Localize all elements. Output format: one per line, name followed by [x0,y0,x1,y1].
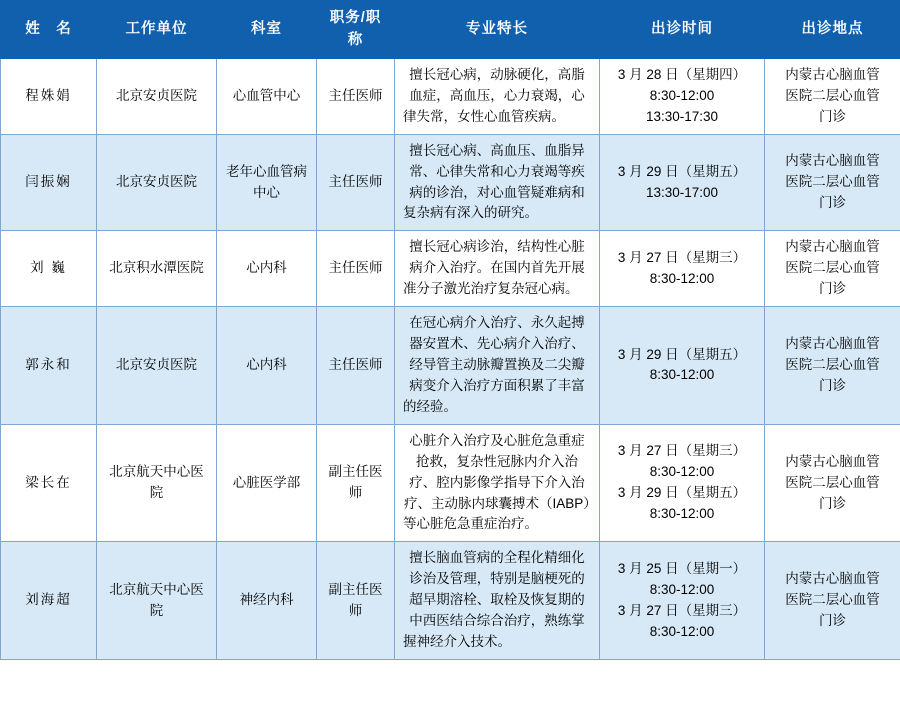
place-line: 医院二层心血管 [785,592,880,608]
cell-time [600,424,765,542]
table-header [1,1,900,59]
cell-department: 心脏医学部 [217,424,317,542]
table-row [1,424,900,542]
time-line: 8:30-12:00 [649,367,715,383]
column-header-name: 姓 名 [1,1,97,59]
table-row [1,58,900,134]
cell-name: 闫振娴 [1,134,97,231]
cell-time [600,542,765,660]
cell-unit: 北京安贞医院 [97,134,217,231]
cell-title: 主任医师 [317,307,395,425]
place-line: 内蒙古心脑血管 [785,453,880,469]
place-line: 医院二层心血管 [785,357,880,372]
place-line: 内蒙古心脑血管 [785,239,880,255]
place-line: 医院二层心血管 [785,260,880,276]
place-line: 门诊 [819,108,846,124]
time-line: 3 月 27 日（星期三） [617,249,747,265]
place-line: 内蒙古心脑血管 [785,336,880,352]
time-line: 3 月 29 日（星期五） [617,485,747,501]
time-line: 8:30-12:00 [649,464,715,480]
time-line: 8:30-12:00 [649,505,715,521]
time-line: 8:30-12:00 [649,581,715,597]
cell-place [765,542,900,660]
table-row [1,134,900,231]
column-header-specialty: 专业特长 [395,1,600,59]
time-line: 3 月 25 日（星期一） [617,560,747,576]
table-row [1,231,900,307]
table-row [1,542,900,660]
cell-department: 老年心血管病中心 [217,134,317,231]
cell-specialty: 擅长冠心病、高血压、血脂异常、心律失常和心力衰竭等疾病的诊治，对心血管疑难病和复杂病有深入的研究。 [395,134,600,231]
header-row [1,1,900,59]
cell-name: 刘海超 [1,542,97,660]
time-line: 13:30-17:00 [645,184,719,200]
table-row [1,307,900,425]
cell-unit: 北京航天中心医院 [97,424,217,542]
time-line: 13:30-17:30 [645,108,719,124]
cell-department: 心内科 [217,231,317,307]
cell-name: 梁长在 [1,424,97,542]
cell-department: 神经内科 [217,542,317,660]
time-line: 3 月 27 日（星期三） [617,443,747,459]
cell-place [765,231,900,307]
cell-specialty: 擅长脑血管病的全程化精细化诊治及管理，特别是脑梗死的超早期溶栓、取栓及恢复期的中西医结合综合治疗，熟练掌握神经介入技术。 [395,542,600,660]
column-header-department: 科室 [217,1,317,59]
cell-time [600,307,765,425]
column-header-unit: 工作单位 [97,1,217,59]
time-line: 8:30-12:00 [649,623,715,639]
time-line: 8:30-12:00 [649,270,715,286]
cell-name: 程姝娟 [1,58,97,134]
cell-time [600,231,765,307]
place-line: 门诊 [819,281,846,297]
place-line: 医院二层心血管 [785,474,880,490]
cell-title: 副主任医师 [317,424,395,542]
cell-department: 心内科 [217,307,317,425]
cell-title: 副主任医师 [317,542,395,660]
time-line: 8:30-12:00 [649,87,715,103]
table-body [1,58,900,659]
time-line: 3 月 28 日（星期四） [617,66,747,82]
cell-time [600,58,765,134]
cell-title: 主任医师 [317,134,395,231]
cell-unit: 北京积水潭医院 [97,231,217,307]
column-header-title: 职务/职称 [317,1,395,59]
place-line: 门诊 [819,613,846,629]
cell-title: 主任医师 [317,231,395,307]
place-line: 门诊 [819,377,846,393]
place-line: 内蒙古心脑血管 [785,66,880,82]
cell-specialty: 在冠心病介入治疗、永久起搏器安置术、先心病介入治疗、经导管主动脉瓣置换及二尖瓣病变介入治疗方面积累了丰富的经验。 [395,307,600,425]
place-line: 医院二层心血管 [785,87,880,103]
place-line: 门诊 [819,195,846,210]
place-line: 内蒙古心脑血管 [785,153,880,169]
cell-unit: 北京安贞医院 [97,307,217,425]
cell-specialty: 擅长冠心病诊治，结构性心脏病介入治疗。在国内首先开展准分子激光治疗复杂冠心病。 [395,231,600,307]
cell-unit: 北京航天中心医院 [97,542,217,660]
place-line: 门诊 [819,495,846,511]
cell-unit: 北京安贞医院 [97,58,217,134]
cell-title: 主任医师 [317,58,395,134]
cell-specialty: 擅长冠心病，动脉硬化，高脂血症，高血压，心力衰竭，心律失常，女性心血管疾病。 [395,58,600,134]
time-line: 3 月 27 日（星期三） [617,602,747,618]
cell-time [600,134,765,231]
column-header-place: 出诊地点 [765,1,900,59]
time-line: 3 月 29 日（星期五） [617,346,747,362]
cell-place [765,58,900,134]
cell-department: 心血管中心 [217,58,317,134]
cell-place [765,424,900,542]
place-line: 医院二层心血管 [785,174,880,190]
time-line: 3 月 29 日（星期五） [617,163,747,179]
cell-place [765,134,900,231]
cell-place [765,307,900,425]
place-line: 内蒙古心脑血管 [785,571,880,587]
cell-specialty: 心脏介入治疗及心脏危急重症抢救，复杂性冠脉内介入治疗、腔内影像学指导下介入治疗、主动脉内球囊搏术（IABP）等心脏危急重症治疗。 [395,424,600,542]
cell-name: 郭永和 [1,307,97,425]
cell-name: 刘 巍 [1,231,97,307]
column-header-time: 出诊时间 [600,1,765,59]
